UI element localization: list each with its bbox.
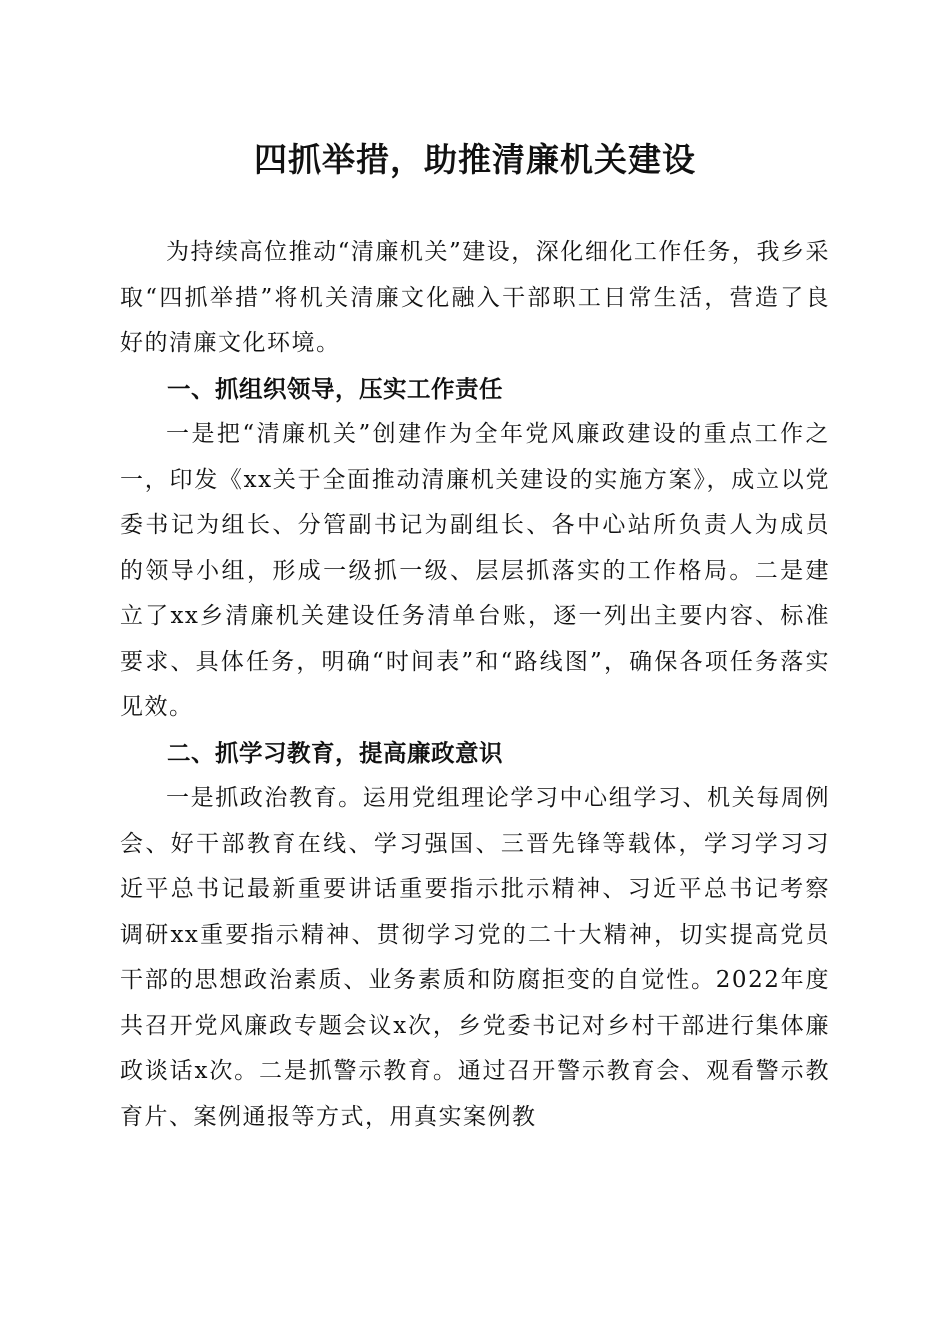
section-2-paragraph <box>120 776 830 1140</box>
section-1-paragraph: 一是把“清廉机关”创建作为全年党风廉政建设的重点工作之一，印发《xx关于全面推动清廉机关建设的实施方案》，成立以党委书记为组长、分管副书记为副组长、各中心站所负责人为成员的领导小组，形成一级抓一级、层层抓落实的工作格局。二是建立了xx乡清廉机关建设任务清单台账，逐一列出主要内容、标准要求、具体任务，明确“时间表”和“路线图”，确保各项任务落实见效。 <box>120 421 830 720</box>
section-2-heading: 二、抓学习教育，提高廉政意识 <box>167 738 503 767</box>
intro-paragraph: 为持续高位推动“清廉机关”建设，深化细化工作任务，我乡采取“四抓举措”将机关清廉文化融入干部职工日常生活，营造了良好的清廉文化环境。 <box>120 239 830 356</box>
document-body <box>120 230 830 1140</box>
section-1-heading: 一、抓组织领导，压实工作责任 <box>167 374 503 403</box>
section-2-lead: 一是抓政治教育。 <box>166 785 363 811</box>
section-2-body: 运用党组理论学习中心组学习、机关每周例会、好干部教育在线、学习强国、三晋先锋等载体，学习学习习近平总书记最新重要讲话重要指示批示精神、习近平总书记考察调研xx重要指示精神、贯彻学习党的二十大精神，切实提高党员干部的思想政治素质、业务素质和防腐拒变的自觉性。2022年度共召开党风廉政专题会议x次，乡党委书记对乡村干部进行集体廉政谈话x次。二是抓警示教育。通过召开警示教育会、观看警示教育片、案例通报等方式，用真实案例教 <box>120 785 831 1130</box>
document-title: 四抓举措，助推清廉机关建设 <box>254 140 696 179</box>
